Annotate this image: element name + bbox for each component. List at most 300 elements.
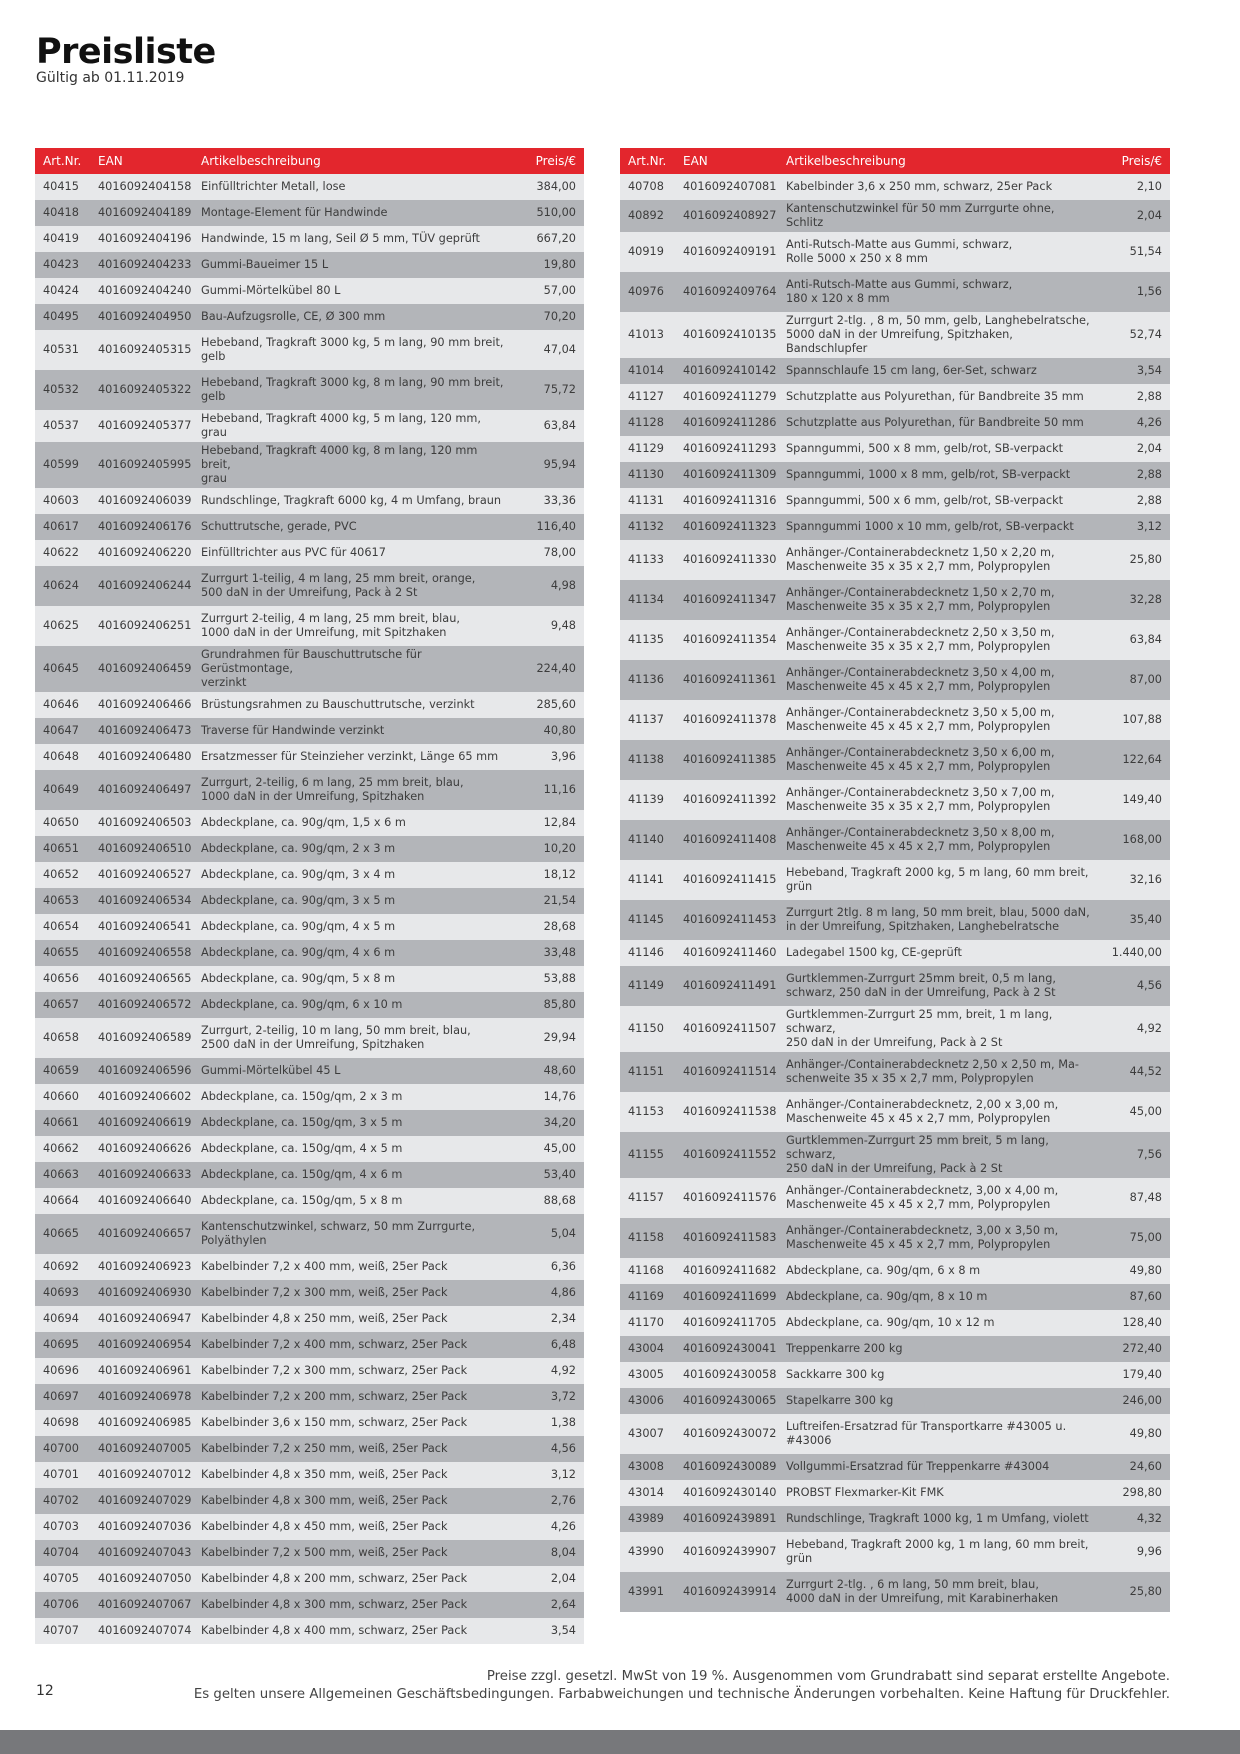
cell-price: 2,04 [1100, 200, 1170, 232]
cell-ean: 4016092407081 [675, 174, 778, 200]
cell-ean: 4016092411682 [675, 1258, 778, 1284]
cell-artnr: 41135 [620, 620, 675, 660]
cell-ean: 4016092411354 [675, 620, 778, 660]
cell-ean: 4016092406176 [90, 514, 193, 540]
cell-ean: 4016092407043 [90, 1540, 193, 1566]
cell-price: 384,00 [514, 174, 584, 200]
cell-price: 4,92 [1100, 1006, 1170, 1052]
table-row [620, 1388, 1170, 1414]
cell-price: 246,00 [1100, 1388, 1170, 1414]
cell-description: Hebeband, Tragkraft 4000 kg, 5 m lang, 120 mm, grau [193, 410, 514, 442]
cell-description: Spanngummi, 500 x 6 mm, gelb/rot, SB-verpackt [778, 488, 1100, 514]
cell-artnr: 41155 [620, 1132, 675, 1178]
cell-ean: 4016092406657 [90, 1214, 193, 1254]
cell-artnr: 40650 [35, 810, 90, 836]
cell-artnr: 40695 [35, 1332, 90, 1358]
table-row [35, 1488, 584, 1514]
cell-description: Rundschlinge, Tragkraft 6000 kg, 4 m Umfang, braun [193, 488, 514, 514]
cell-ean: 4016092411378 [675, 700, 778, 740]
cell-price: 3,72 [514, 1384, 584, 1410]
cell-ean: 4016092439914 [675, 1572, 778, 1612]
table-row [620, 660, 1170, 700]
column-header-artnr: Art.Nr. [35, 148, 90, 174]
cell-description: Kabelbinder 7,2 x 400 mm, weiß, 25er Pack [193, 1254, 514, 1280]
cell-ean: 4016092404196 [90, 226, 193, 252]
table-row [620, 272, 1170, 312]
validity-date: Gültig ab 01.11.2019 [36, 70, 185, 86]
cell-ean: 4016092404240 [90, 278, 193, 304]
cell-description: Gurtklemmen-Zurrgurt 25 mm, breit, 1 m lang, schwarz, 250 daN in der Umreifung, Pack à 2 St [778, 1006, 1100, 1052]
cell-ean: 4016092406466 [90, 692, 193, 718]
cell-price: 53,88 [514, 966, 584, 992]
cell-description: Kabelbinder 4,8 x 450 mm, weiß, 25er Pack [193, 1514, 514, 1540]
column-header-description: Artikelbeschreibung [193, 148, 514, 174]
table-row [620, 462, 1170, 488]
cell-artnr: 41014 [620, 358, 675, 384]
cell-ean: 4016092405995 [90, 442, 193, 488]
cell-ean: 4016092407012 [90, 1462, 193, 1488]
cell-ean: 4016092411279 [675, 384, 778, 410]
cell-price: 116,40 [514, 514, 584, 540]
cell-ean: 4016092406947 [90, 1306, 193, 1332]
table-row [35, 966, 584, 992]
table-row [620, 1218, 1170, 1258]
table-row [35, 836, 584, 862]
cell-artnr: 40415 [35, 174, 90, 200]
cell-artnr: 41132 [620, 514, 675, 540]
cell-ean: 4016092406039 [90, 488, 193, 514]
table-row [620, 1506, 1170, 1532]
cell-ean: 4016092406541 [90, 914, 193, 940]
cell-ean: 4016092409191 [675, 232, 778, 272]
cell-artnr: 40659 [35, 1058, 90, 1084]
table-row [35, 410, 584, 442]
table-row [35, 888, 584, 914]
table-row [620, 1532, 1170, 1572]
cell-price: 3,12 [1100, 514, 1170, 540]
footnote-line-1: Preise zzgl. gesetzl. MwSt von 19 %. Ausgenommen vom Grundrabatt sind separat erstellte Angebote. [486, 1669, 1170, 1684]
table-row [35, 442, 584, 488]
page-header [36, 30, 216, 86]
cell-ean: 4016092411583 [675, 1218, 778, 1258]
cell-artnr: 40703 [35, 1514, 90, 1540]
table-row [620, 1006, 1170, 1052]
cell-price: 48,60 [514, 1058, 584, 1084]
cell-artnr: 40646 [35, 692, 90, 718]
cell-price: 224,40 [514, 646, 584, 692]
cell-description: Kabelbinder 4,8 x 200 mm, schwarz, 25er Pack [193, 1566, 514, 1592]
table-row [35, 810, 584, 836]
cell-ean: 4016092406633 [90, 1162, 193, 1188]
cell-artnr: 40697 [35, 1384, 90, 1410]
cell-description: Gurtklemmen-Zurrgurt 25 mm breit, 5 m lang, schwarz, 250 daN in der Umreifung, Pack à 2 St [778, 1132, 1100, 1178]
cell-ean: 4016092406961 [90, 1358, 193, 1384]
cell-ean: 4016092407029 [90, 1488, 193, 1514]
cell-artnr: 43014 [620, 1480, 675, 1506]
table-row [35, 770, 584, 810]
cell-price: 19,80 [514, 252, 584, 278]
cell-description: Spanngummi, 1000 x 8 mm, gelb/rot, SB-verpackt [778, 462, 1100, 488]
table-row [35, 862, 584, 888]
cell-description: Kabelbinder 3,6 x 250 mm, schwarz, 25er Pack [778, 174, 1100, 200]
cell-artnr: 40649 [35, 770, 90, 810]
cell-price: 149,40 [1100, 780, 1170, 820]
cell-artnr: 40648 [35, 744, 90, 770]
table-row [620, 1310, 1170, 1336]
cell-price: 9,48 [514, 606, 584, 646]
table-row [620, 940, 1170, 966]
cell-ean: 4016092411385 [675, 740, 778, 780]
cell-description: PROBST Flexmarker-Kit FMK [778, 1480, 1100, 1506]
cell-description: Treppenkarre 200 kg [778, 1336, 1100, 1362]
cell-description: Zurrgurt 2-tlg. , 8 m, 50 mm, gelb, Langhebelratsche, 5000 daN in der Umreifung, Spitzhaken, Bandschlupfer [778, 312, 1100, 358]
cell-price: 28,68 [514, 914, 584, 940]
cell-description: Traverse für Handwinde verzinkt [193, 718, 514, 744]
table-row [620, 232, 1170, 272]
cell-price: 1,56 [1100, 272, 1170, 312]
cell-description: Kabelbinder 7,2 x 400 mm, schwarz, 25er Pack [193, 1332, 514, 1358]
cell-ean: 4016092407067 [90, 1592, 193, 1618]
cell-description: Kabelbinder 4,8 x 300 mm, weiß, 25er Pack [193, 1488, 514, 1514]
table-row [35, 1566, 584, 1592]
cell-ean: 4016092439907 [675, 1532, 778, 1572]
cell-description: Abdeckplane, ca. 90g/qm, 6 x 8 m [778, 1258, 1100, 1284]
cell-ean: 4016092406510 [90, 836, 193, 862]
cell-price: 4,98 [514, 566, 584, 606]
cell-description: Gummi-Baueimer 15 L [193, 252, 514, 278]
cell-price: 4,56 [514, 1436, 584, 1462]
cell-artnr: 41013 [620, 312, 675, 358]
cell-ean: 4016092411347 [675, 580, 778, 620]
table-row [35, 718, 584, 744]
cell-price: 32,28 [1100, 580, 1170, 620]
cell-artnr: 40622 [35, 540, 90, 566]
cell-ean: 4016092406640 [90, 1188, 193, 1214]
table-row [35, 514, 584, 540]
cell-description: Anhänger-/Containerabdecknetz 1,50 x 2,70 m, Maschenweite 35 x 35 x 2,7 mm, Polypropylen [778, 580, 1100, 620]
cell-description: Abdeckplane, ca. 90g/qm, 10 x 12 m [778, 1310, 1100, 1336]
cell-artnr: 41139 [620, 780, 675, 820]
table-row [620, 1092, 1170, 1132]
cell-description: Kabelbinder 7,2 x 300 mm, schwarz, 25er Pack [193, 1358, 514, 1384]
cell-ean: 4016092439891 [675, 1506, 778, 1532]
cell-description: Kabelbinder 7,2 x 200 mm, schwarz, 25er Pack [193, 1384, 514, 1410]
price-table-left-body [35, 174, 584, 1644]
table-row [35, 1514, 584, 1540]
cell-price: 10,20 [514, 836, 584, 862]
table-row [620, 410, 1170, 436]
cell-description: Anhänger-/Containerabdecknetz 1,50 x 2,20 m, Maschenweite 35 x 35 x 2,7 mm, Polypropylen [778, 540, 1100, 580]
cell-description: Spanngummi, 500 x 8 mm, gelb/rot, SB-verpackt [778, 436, 1100, 462]
cell-artnr: 40656 [35, 966, 90, 992]
table-row [620, 200, 1170, 232]
cell-ean: 4016092411699 [675, 1284, 778, 1310]
cell-artnr: 41153 [620, 1092, 675, 1132]
cell-price: 33,48 [514, 940, 584, 966]
cell-description: Anti-Rutsch-Matte aus Gummi, schwarz, 180 x 120 x 8 mm [778, 272, 1100, 312]
cell-artnr: 41137 [620, 700, 675, 740]
cell-artnr: 40647 [35, 718, 90, 744]
footnote [194, 1668, 1170, 1704]
table-row [35, 330, 584, 370]
cell-artnr: 40701 [35, 1462, 90, 1488]
cell-ean: 4016092406220 [90, 540, 193, 566]
cell-description: Schutzplatte aus Polyurethan, für Bandbreite 50 mm [778, 410, 1100, 436]
cell-ean: 4016092406954 [90, 1332, 193, 1358]
cell-description: Hebeband, Tragkraft 3000 kg, 8 m lang, 90 mm breit, gelb [193, 370, 514, 410]
table-row [620, 700, 1170, 740]
cell-ean: 4016092411286 [675, 410, 778, 436]
cell-description: Kabelbinder 3,6 x 150 mm, schwarz, 25er Pack [193, 1410, 514, 1436]
cell-artnr: 40698 [35, 1410, 90, 1436]
table-row [620, 1362, 1170, 1388]
cell-ean: 4016092405315 [90, 330, 193, 370]
cell-artnr: 40651 [35, 836, 90, 862]
cell-artnr: 40660 [35, 1084, 90, 1110]
cell-description: Handwinde, 15 m lang, Seil Ø 5 mm, TÜV geprüft [193, 226, 514, 252]
cell-price: 87,00 [1100, 660, 1170, 700]
table-row [620, 358, 1170, 384]
cell-description: Anhänger-/Containerabdecknetz, 3,00 x 4,00 m, Maschenweite 45 x 45 x 2,7 mm, Polypropylen [778, 1178, 1100, 1218]
cell-artnr: 41138 [620, 740, 675, 780]
cell-price: 2,04 [514, 1566, 584, 1592]
cell-description: Anhänger-/Containerabdecknetz 2,50 x 3,50 m, Maschenweite 35 x 35 x 2,7 mm, Polypropylen [778, 620, 1100, 660]
table-row [35, 1254, 584, 1280]
cell-description: Kantenschutzwinkel für 50 mm Zurrgurte ohne, Schlitz [778, 200, 1100, 232]
cell-artnr: 40657 [35, 992, 90, 1018]
table-row [35, 1084, 584, 1110]
table-row [35, 226, 584, 252]
table-row [620, 1178, 1170, 1218]
cell-artnr: 43005 [620, 1362, 675, 1388]
cell-description: Abdeckplane, ca. 90g/qm, 5 x 8 m [193, 966, 514, 992]
cell-artnr: 43006 [620, 1388, 675, 1414]
cell-ean: 4016092408927 [675, 200, 778, 232]
cell-artnr: 41158 [620, 1218, 675, 1258]
cell-ean: 4016092405377 [90, 410, 193, 442]
cell-artnr: 40652 [35, 862, 90, 888]
cell-price: 168,00 [1100, 820, 1170, 860]
table-row [35, 1162, 584, 1188]
cell-description: Hebeband, Tragkraft 2000 kg, 1 m lang, 60 mm breit, grün [778, 1532, 1100, 1572]
cell-description: Gurtklemmen-Zurrgurt 25mm breit, 0,5 m lang, schwarz, 250 daN in der Umreifung, Pack à 2 St [778, 966, 1100, 1006]
cell-artnr: 40892 [620, 200, 675, 232]
cell-artnr: 40706 [35, 1592, 90, 1618]
table-row [35, 914, 584, 940]
cell-price: 25,80 [1100, 540, 1170, 580]
table-row [620, 820, 1170, 860]
cell-description: Anhänger-/Containerabdecknetz 3,50 x 8,00 m, Maschenweite 45 x 45 x 2,7 mm, Polypropylen [778, 820, 1100, 860]
cell-ean: 4016092406923 [90, 1254, 193, 1280]
cell-artnr: 40663 [35, 1162, 90, 1188]
cell-artnr: 40919 [620, 232, 675, 272]
cell-description: Kantenschutzwinkel, schwarz, 50 mm Zurrgurte, Polyäthylen [193, 1214, 514, 1254]
table-row [35, 646, 584, 692]
cell-price: 32,16 [1100, 860, 1170, 900]
table-row [620, 1480, 1170, 1506]
cell-artnr: 40645 [35, 646, 90, 692]
column-header-description: Artikelbeschreibung [778, 148, 1100, 174]
cell-description: Bau-Aufzugsrolle, CE, Ø 300 mm [193, 304, 514, 330]
cell-price: 21,54 [514, 888, 584, 914]
cell-price: 9,96 [1100, 1532, 1170, 1572]
cell-description: Abdeckplane, ca. 150g/qm, 3 x 5 m [193, 1110, 514, 1136]
table-row [620, 488, 1170, 514]
cell-artnr: 40705 [35, 1566, 90, 1592]
cell-ean: 4016092411453 [675, 900, 778, 940]
cell-description: Brüstungsrahmen zu Bauschuttrutsche, verzinkt [193, 692, 514, 718]
table-row [35, 1462, 584, 1488]
cell-price: 272,40 [1100, 1336, 1170, 1362]
cell-description: Anhänger-/Containerabdecknetz 2,50 x 2,50 m, Ma- schenweite 35 x 35 x 2,7 mm, Polypropylen [778, 1052, 1100, 1092]
cell-price: 4,26 [1100, 410, 1170, 436]
cell-description: Kabelbinder 7,2 x 300 mm, weiß, 25er Pack [193, 1280, 514, 1306]
cell-description: Kabelbinder 7,2 x 250 mm, weiß, 25er Pack [193, 1436, 514, 1462]
table-row [620, 740, 1170, 780]
cell-price: 4,56 [1100, 966, 1170, 1006]
cell-ean: 4016092411460 [675, 940, 778, 966]
cell-artnr: 40624 [35, 566, 90, 606]
cell-artnr: 40419 [35, 226, 90, 252]
table-row [620, 1572, 1170, 1612]
cell-artnr: 40702 [35, 1488, 90, 1514]
cell-ean: 4016092406503 [90, 810, 193, 836]
cell-description: Grundrahmen für Bauschuttrutsche für Gerüstmontage, verzinkt [193, 646, 514, 692]
cell-artnr: 41145 [620, 900, 675, 940]
table-row [35, 1540, 584, 1566]
column-header-artnr: Art.Nr. [620, 148, 675, 174]
cell-price: 3,12 [514, 1462, 584, 1488]
cell-ean: 4016092411309 [675, 462, 778, 488]
cell-price: 2,64 [514, 1592, 584, 1618]
cell-price: 5,04 [514, 1214, 584, 1254]
table-row [35, 304, 584, 330]
cell-price: 2,04 [1100, 436, 1170, 462]
table-row [35, 252, 584, 278]
cell-artnr: 41133 [620, 540, 675, 580]
cell-price: 2,76 [514, 1488, 584, 1514]
table-row [620, 1336, 1170, 1362]
cell-description: Kabelbinder 7,2 x 500 mm, weiß, 25er Pack [193, 1540, 514, 1566]
cell-description: Sackkarre 300 kg [778, 1362, 1100, 1388]
cell-description: Anti-Rutsch-Matte aus Gummi, schwarz, Rolle 5000 x 250 x 8 mm [778, 232, 1100, 272]
cell-description: Vollgummi-Ersatzrad für Treppenkarre #43004 [778, 1454, 1100, 1480]
cell-description: Abdeckplane, ca. 150g/qm, 5 x 8 m [193, 1188, 514, 1214]
cell-price: 47,04 [514, 330, 584, 370]
table-row [35, 606, 584, 646]
cell-ean: 4016092406565 [90, 966, 193, 992]
table-row [35, 1306, 584, 1332]
cell-artnr: 43007 [620, 1414, 675, 1454]
cell-artnr: 40704 [35, 1540, 90, 1566]
cell-artnr: 41127 [620, 384, 675, 410]
table-row [35, 566, 584, 606]
cell-description: Anhänger-/Containerabdecknetz 3,50 x 6,00 m, Maschenweite 45 x 45 x 2,7 mm, Polypropylen [778, 740, 1100, 780]
cell-ean: 4016092406985 [90, 1410, 193, 1436]
cell-artnr: 40423 [35, 252, 90, 278]
cell-price: 34,20 [514, 1110, 584, 1136]
cell-artnr: 41128 [620, 410, 675, 436]
cell-artnr: 40418 [35, 200, 90, 226]
table-row [35, 1280, 584, 1306]
cell-description: Hebeband, Tragkraft 3000 kg, 5 m lang, 90 mm breit, gelb [193, 330, 514, 370]
cell-artnr: 40599 [35, 442, 90, 488]
cell-price: 6,36 [514, 1254, 584, 1280]
table-row [620, 312, 1170, 358]
cell-ean: 4016092406558 [90, 940, 193, 966]
cell-description: Ladegabel 1500 kg, CE-geprüft [778, 940, 1100, 966]
price-table-left [35, 148, 584, 1644]
cell-ean: 4016092405322 [90, 370, 193, 410]
cell-price: 75,00 [1100, 1218, 1170, 1258]
cell-description: Spannschlaufe 15 cm lang, 6er-Set, schwarz [778, 358, 1100, 384]
cell-description: Anhänger-/Containerabdecknetz, 3,00 x 3,50 m, Maschenweite 45 x 45 x 2,7 mm, Polypropylen [778, 1218, 1100, 1258]
cell-description: Kabelbinder 4,8 x 300 mm, schwarz, 25er Pack [193, 1592, 514, 1618]
cell-artnr: 40625 [35, 606, 90, 646]
cell-price: 95,94 [514, 442, 584, 488]
cell-price: 63,84 [1100, 620, 1170, 660]
cell-description: Anhänger-/Containerabdecknetz 3,50 x 4,00 m, Maschenweite 45 x 45 x 2,7 mm, Polypropylen [778, 660, 1100, 700]
cell-ean: 4016092404189 [90, 200, 193, 226]
cell-description: Abdeckplane, ca. 90g/qm, 4 x 6 m [193, 940, 514, 966]
table-row [620, 1132, 1170, 1178]
cell-ean: 4016092404950 [90, 304, 193, 330]
table-row [35, 174, 584, 200]
cell-artnr: 40424 [35, 278, 90, 304]
cell-description: Kabelbinder 4,8 x 350 mm, weiß, 25er Pack [193, 1462, 514, 1488]
cell-price: 52,74 [1100, 312, 1170, 358]
cell-price: 298,80 [1100, 1480, 1170, 1506]
table-row [35, 1058, 584, 1084]
cell-artnr: 40696 [35, 1358, 90, 1384]
cell-price: 3,54 [1100, 358, 1170, 384]
table-row [35, 1188, 584, 1214]
cell-ean: 4016092407074 [90, 1618, 193, 1644]
cell-ean: 4016092411392 [675, 780, 778, 820]
cell-artnr: 40665 [35, 1214, 90, 1254]
cell-price: 285,60 [514, 692, 584, 718]
cell-price: 33,36 [514, 488, 584, 514]
cell-description: Abdeckplane, ca. 150g/qm, 2 x 3 m [193, 1084, 514, 1110]
column-header-price: Preis/€ [514, 148, 584, 174]
table-row [620, 966, 1170, 1006]
cell-price: 18,12 [514, 862, 584, 888]
cell-artnr: 40603 [35, 488, 90, 514]
cell-description: Spanngummi 1000 x 10 mm, gelb/rot, SB-verpackt [778, 514, 1100, 540]
table-row [35, 488, 584, 514]
cell-ean: 4016092404233 [90, 252, 193, 278]
cell-description: Montage-Element für Handwinde [193, 200, 514, 226]
cell-artnr: 40653 [35, 888, 90, 914]
table-row [620, 900, 1170, 940]
cell-description: Abdeckplane, ca. 90g/qm, 3 x 5 m [193, 888, 514, 914]
cell-ean: 4016092430041 [675, 1336, 778, 1362]
table-row [35, 370, 584, 410]
cell-artnr: 41150 [620, 1006, 675, 1052]
cell-ean: 4016092411538 [675, 1092, 778, 1132]
cell-description: Kabelbinder 4,8 x 400 mm, schwarz, 25er Pack [193, 1618, 514, 1644]
cell-price: 2,88 [1100, 462, 1170, 488]
cell-ean: 4016092406596 [90, 1058, 193, 1084]
cell-price: 70,20 [514, 304, 584, 330]
cell-price: 57,00 [514, 278, 584, 304]
cell-price: 2,34 [514, 1306, 584, 1332]
cell-description: Zurrgurt, 2-teilig, 10 m lang, 50 mm breit, blau, 2500 daN in der Umreifung, Spitzhaken [193, 1018, 514, 1058]
cell-artnr: 40661 [35, 1110, 90, 1136]
cell-artnr: 40654 [35, 914, 90, 940]
table-row [620, 1052, 1170, 1092]
cell-ean: 4016092406589 [90, 1018, 193, 1058]
